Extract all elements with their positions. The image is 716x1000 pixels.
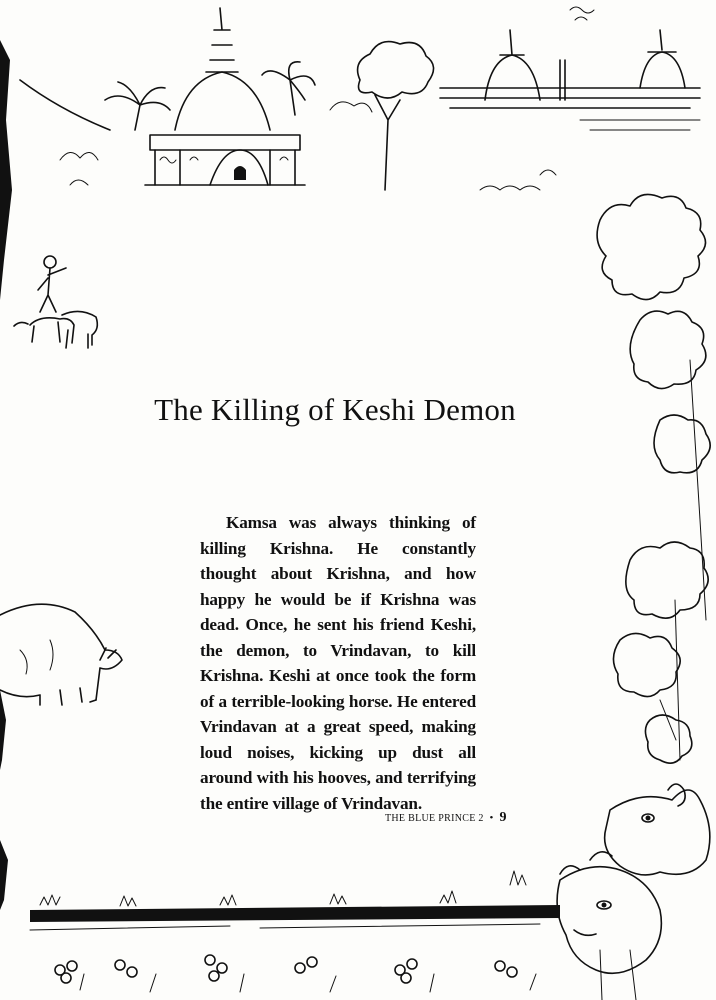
footer-separator: • xyxy=(489,812,494,824)
right-foliage xyxy=(597,194,710,763)
page-footer xyxy=(385,810,507,826)
page-edge-shadow xyxy=(0,40,12,910)
temples-right xyxy=(440,7,700,130)
cows-bottom-right xyxy=(557,784,710,1000)
temple-left xyxy=(145,8,305,185)
cowherd-boy-with-calves xyxy=(14,256,97,348)
book-title: THE BLUE PRINCE 2 xyxy=(385,813,484,824)
story-paragraph: Kamsa was always thinking of killing Krishna. He constantly thought about Krishna, and how happy he would be if Krishna was dead. Once, he sent his friend Keshi, the demon, to Vrindavan, to kill Krishna. Keshi at once took the form of a terrible-looking horse. He entered Vrindavan at a great speed, making loud noises, kicking up dust all around with his hooves, and terrifying the entire village of Vrindavan. xyxy=(200,513,476,813)
page-number: 9 xyxy=(499,810,507,825)
grass-bottom xyxy=(30,871,560,930)
cow-left xyxy=(0,604,122,705)
flowers-bottom xyxy=(55,955,536,992)
tree-top-middle xyxy=(330,42,434,190)
story-title: The Killing of Keshi Demon xyxy=(154,392,516,427)
